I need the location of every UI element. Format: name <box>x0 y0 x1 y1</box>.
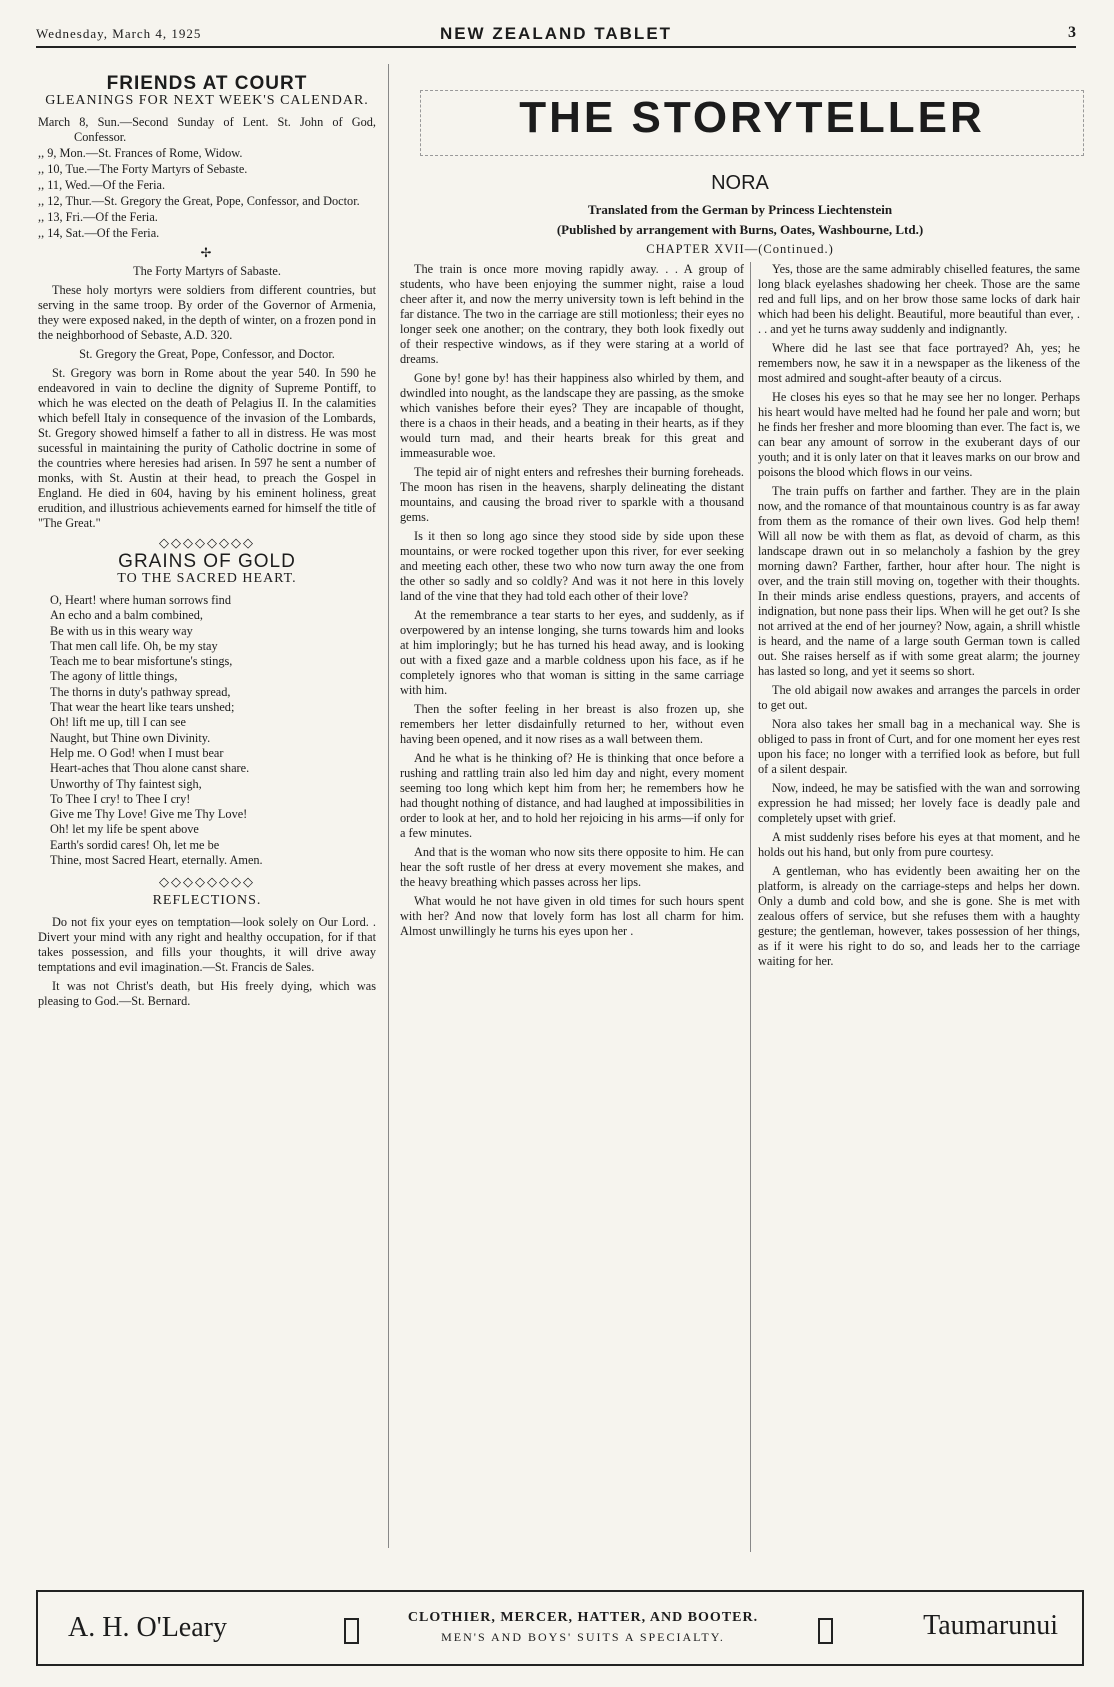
column-rule-right <box>750 262 751 1552</box>
left-column <box>38 64 376 1013</box>
martyrs-paragraph: These holy mortyrs were soldiers from different countries, but serving in the same troop. By order of the Governor of Armenia, they were exposed naked, in the depth of winter, on a frozen pond in the neighborhood of Sebaste, A.D. 320. <box>38 283 376 342</box>
poem-line: To Thee I cry! to Thee I cry! <box>50 791 191 806</box>
reflections-heading: REFLECTIONS. <box>152 893 262 909</box>
story-paragraph: Now, indeed, he may be satisfied with the wan and sorrowing expression he had missed; her lovely face is deadly pale and completely upset with grief. <box>758 781 1080 825</box>
poem-line: That wear the heart like tears unshed; <box>50 700 235 715</box>
poem-line: Oh! let my life be spent above <box>50 822 199 837</box>
story-paragraph: Where did he last see that face portrayed? Ah, yes; he remembers now, he saw it in a newspaper as the likeness of the most admired and sought-after beauty of a circus. <box>758 341 1080 385</box>
advertiser-name: A. H. O'Leary <box>68 1612 227 1643</box>
grains-subheading: TO THE SACRED HEART. <box>117 571 297 586</box>
poem-line: Teach me to bear misfortune's stings, <box>50 654 233 669</box>
story-column-middle <box>400 262 744 943</box>
gregory-paragraph: St. Gregory was born in Rome about the year 540. In 590 he endeavored in vain to decline the dignity of Supreme Pontiff, to which he was elected on the death of Pelagius II. In the calamities which befell Italy in consequence of the invasion of the Lombards, St. Gregory showed himself a father to all in distress. He was most sucessful in maintaining the purity of Catholic doctrine in some of the countries where heresies had arisen. In 597 he sent a number of monks, with St. Austin at their head, to preach the Gospel in England. He died in 604, having by his eminent holiness, great erudition, and illustrious achievements earned for himself the title of "The Great." <box>38 366 376 530</box>
poem-line: The thorns in duty's pathway spread, <box>50 684 231 699</box>
advertisement <box>36 1590 1084 1666</box>
ornament-divider: ◇◇◇◇◇◇◇◇ <box>159 535 255 550</box>
story-paragraph: Then the softer feeling in her breast is also frozen up, she remembers her letter disdainfully returned to her, without even having been opened, and it now rises as a wall between them. <box>400 702 744 746</box>
calendar-entry: ,, 12, Thur.—St. Gregory the Great, Pope, Confessor, and Doctor. <box>38 194 360 208</box>
friends-at-court-heading: FRIENDS AT COURT <box>106 73 308 94</box>
poem-line: An echo and a balm combined, <box>50 608 203 623</box>
poem-line: The agony of little things, <box>50 669 178 684</box>
reflections-paragraph: Do not fix your eyes on temptation—look solely on Our Lord. . Divert your mind with any right and healthy occupation, for if that takes possession, and fills your thoughts, it will drive away temptations and evil imagination.—St. Francis de Sales. <box>38 915 376 975</box>
story-paragraph: A gentleman, who has evidently been awaiting her on the platform, is already on the carriage-steps and helps her down. Only a dumb and cold bow, and she is gone. She is met with zealous offers of service, but she refuses them with a haughty gesture; the gentleman, however, takes possession of her things, as if it were his right to do so, and leads her to the carriage waiting for her. <box>758 864 1080 968</box>
poem-line: Thine, most Sacred Heart, eternally. Amen. <box>50 853 263 868</box>
calendar-entry: March 8, Sun.—Second Sunday of Lent. St. John of God, Confessor. <box>38 115 376 144</box>
ad-ornament-box <box>818 1618 833 1644</box>
story-paragraph: And that is the woman who now sits there opposite to him. He can hear the soft rustle of her dress at every movement she makes, and the heavy breathing which passes across her lips. <box>400 845 744 889</box>
martyrs-heading: The Forty Martyrs of Sabaste. <box>133 264 281 278</box>
story-column-right <box>758 262 1080 973</box>
page-header <box>36 24 1076 48</box>
poem-line: Give me Thy Love! Give me Thy Love! <box>50 807 248 822</box>
story-paragraph: Yes, those are the same admirably chiselled features, the same long black eyelashes shadowing her cheek. Those are the same red and full lips, and on her brow those same locks of dark hair which had been his delight. Beautiful, more beautiful than ever, . . . and yet he turns away suddenly and indignantly. <box>758 262 1080 336</box>
poem-line: Oh! lift me up, till I can see <box>50 715 186 730</box>
story-paragraph: And he what is he thinking of? He is thinking that once before a rushing and rattling train also led him day and night, every moment seeming too long which kept him from her; he remembers how he had thought nothing of distance, and had laughed at impossibilities in order to look at her, and to hold her rejoicing in his arms—if only for a few minutes. <box>400 751 744 840</box>
poem-line: O, Heart! where human sorrows find <box>50 593 231 607</box>
story-paragraph: He closes his eyes so that he may see her no longer. Perhaps his heart would have melted had he found her pale and worn; but he finds her fresher and more blooming than ever. The fact is, we can bear any amount of sorrow in the exuberant days of our youth; and it is only later on that it leaves marks on our brow and poisons the blood which flows in our veins. <box>758 390 1080 479</box>
ornament-divider: ✢ <box>200 245 214 260</box>
story-paragraph: What would he not have given in old times for such hours spent with her? And now that lovely form has lost all charm for him. Almost unwillingly he turns his eyes upon her . <box>400 894 744 938</box>
poem-line: Unworthy of Thy faintest sigh, <box>50 776 202 791</box>
ad-trades: CLOTHIER, MERCER, HATTER, AND BOOTER. <box>407 1610 759 1625</box>
masthead-title: NEW ZEALAND TABLET <box>439 24 673 43</box>
calendar-list <box>38 115 376 241</box>
story-paragraph: Nora also takes her small bag in a mechanical way. She is obliged to pass in front of Curt, and for one moment her eyes rest upon his face; no longer with a terrified look as before, but full of a silent despair. <box>758 717 1080 776</box>
ad-specialty: MEN'S AND BOYS' SUITS A SPECIALTY. <box>441 1630 725 1644</box>
story-paragraph: A mist suddenly rises before his eyes at that moment, and he holds out his hand, but only from pure courtesy. <box>758 830 1080 859</box>
storyteller-banner <box>420 90 1084 156</box>
story-paragraph: The tepid air of night enters and refreshes their burning foreheads. The moon has risen in the heavens, sharply delineating the distant mountains, and causing the broad river to sparkle with a thousand gems. <box>400 465 744 524</box>
page-number: 3 <box>1068 24 1076 41</box>
gregory-heading: St. Gregory the Great, Pope, Confessor, and Doctor. <box>79 347 335 361</box>
story-paragraph: The old abigail now awakes and arranges the parcels in order to get out. <box>758 683 1080 712</box>
ornament-divider: ◇◇◇◇◇◇◇◇ <box>159 874 255 890</box>
issue-date: Wednesday, March 4, 1925 <box>36 26 202 41</box>
advertiser-town: Taumarunui <box>923 1610 1058 1641</box>
poem-line: Help me. O God! when I must bear <box>50 745 224 760</box>
reflections-paragraph: It was not Christ's death, but His freely dying, which was pleasing to God.—St. Bernard. <box>38 979 376 1009</box>
calendar-entry: ,, 11, Wed.—Of the Feria. <box>38 178 166 192</box>
poem <box>50 593 376 868</box>
poem-line: Earth's sordid cares! Oh, let me be <box>50 837 220 852</box>
story-name: NORA <box>711 172 769 194</box>
column-rule-left <box>388 64 389 1548</box>
story-translated-by: Translated from the German by Princess Liechtenstein <box>587 202 893 217</box>
story-paragraph: The train is once more moving rapidly away. . . A group of students, who have been enjoying the summer night, raise a loud cheer after it, and now the merry university town is left behind in the far distance. The two in the carriage are still motionless; their eyes no longer seek one another; on the contrary, they both look fixedly out of their respective windows, as if they were staring at a world of dreams. <box>400 262 744 366</box>
poem-line: Be with us in this weary way <box>50 623 193 638</box>
storyteller-title: THE STORYTELLER <box>519 93 985 142</box>
calendar-entry: ,, 13, Fri.—Of the Feria. <box>38 210 158 224</box>
calendar-subheading: GLEANINGS FOR NEXT WEEK'S CALENDAR. <box>45 93 369 108</box>
calendar-entry: ,, 14, Sat.—Of the Feria. <box>38 226 160 240</box>
story-paragraph: At the remembrance a tear starts to her eyes, and suddenly, as if overpowered by an intense longing, she turns towards him and looks at him imploringly; but he has turned his head away, and is looking out with a fixed gaze and a marble coldness upon his face, as if he completely ignores who that woman is sitting in the same carriage with him. <box>400 608 744 697</box>
poem-line: Heart-aches that Thou alone canst share. <box>50 761 250 776</box>
story-paragraph: Is it then so long ago since they stood side by side upon these mountains, or were rocked together upon this river, for ever seeking and meeting each other, these two who now turn away the one from the other so sadly and so coldly? And was it not here in this lovely land of the vine that they had told each other of their love? <box>400 529 744 603</box>
story-published-by: (Published by arrangement with Burns, Oates, Washbourne, Ltd.) <box>556 222 924 237</box>
story-paragraph: Gone by! gone by! has their happiness also whirled by them, and dwindled into nought, as the landscape they are passing, as the smoke which vanishes before their eyes? They are incapable of thought, there is a chaos in their heads, and a beating in their hearts, as if they would turn mad, and their hearts break for this great and immeasurable woe. <box>400 371 744 460</box>
story-chapter: CHAPTER XVII—(Continued.) <box>646 242 834 256</box>
calendar-entry: ,, 9, Mon.—St. Frances of Rome, Widow. <box>38 146 243 160</box>
story-paragraph: The train puffs on farther and farther. They are in the plain now, and the romance of that mountainous country is as far away from them as the romance of their own lives. God help them! Will all now be with them as flat, as devoid of charm, as this landscape drawn out in so melancholy a fashion by the grey morning dawn? Farther, farther, hour after hour. The night is over, and the train still moving on, together with their thoughts. In their minds arise endless questions, prayers, and accents of indignation, but none pass their lips. When will he get out? Is she not arrived at the end of her journey? Now, again, a shrill whistle is heard, and the name of a large south German town is called out. She raises herself as if with some great alarm; the journey has lasted so long, and yet it seems so short. <box>758 484 1080 678</box>
calendar-entry: ,, 10, Tue.—The Forty Martyrs of Sebaste. <box>38 162 248 176</box>
poem-line: Naught, but Thine own Divinity. <box>50 730 211 745</box>
poem-line: That men call life. Oh, be my stay <box>50 638 218 653</box>
grains-of-gold-heading: GRAINS OF GOLD <box>118 551 296 572</box>
ad-ornament-box <box>344 1618 359 1644</box>
